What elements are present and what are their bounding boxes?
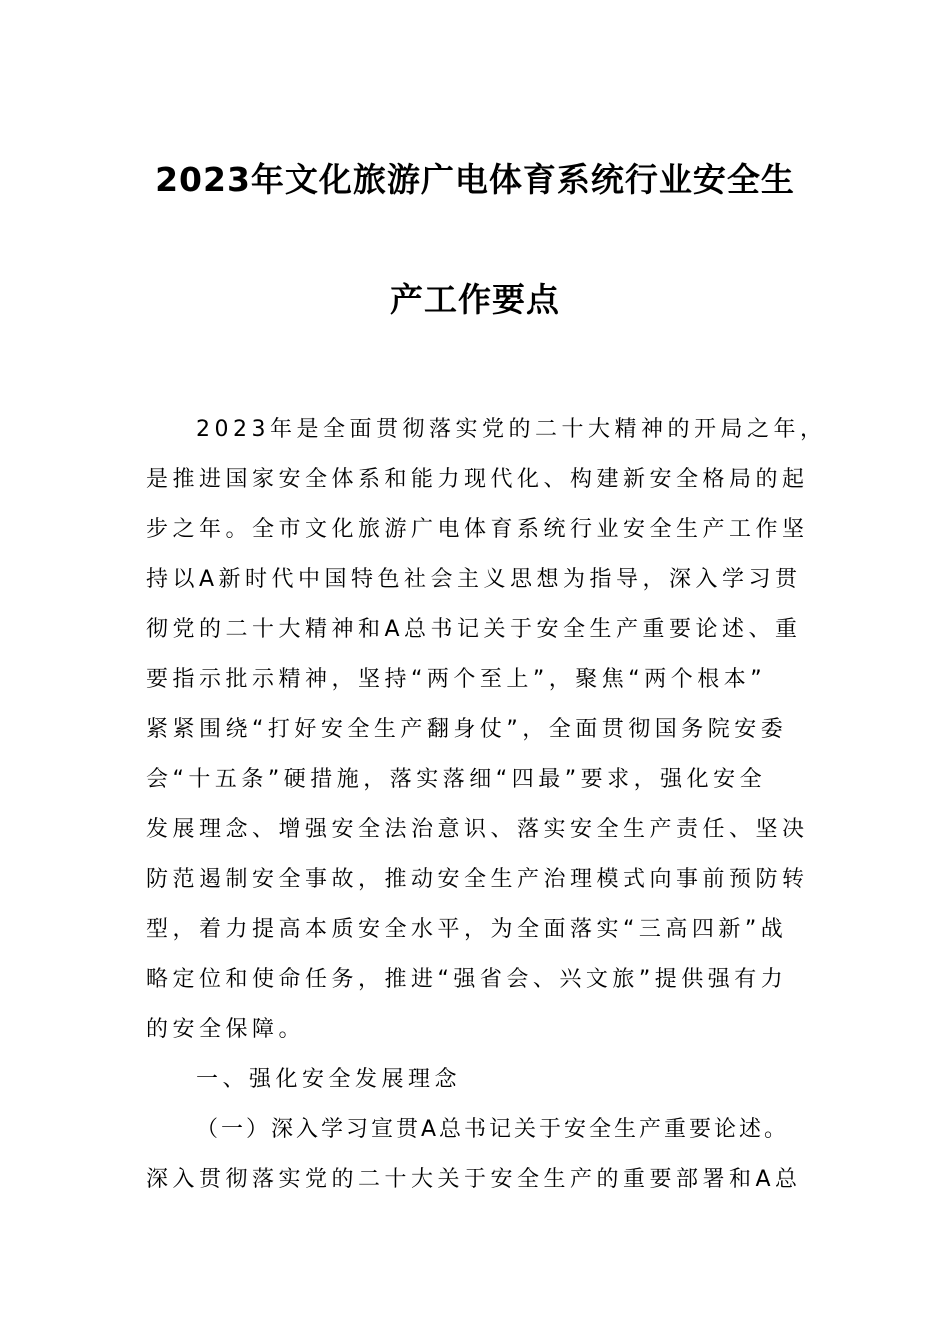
document-title-line-2: 产工作要点: [390, 280, 560, 319]
paragraph-line: 发展理念、增强安全法治意识、落实安全生产责任、坚决: [146, 817, 809, 842]
paragraph-line: 2023年是全面贯彻落实党的二十大精神的开局之年，: [196, 417, 827, 442]
paragraph-line: 是推进国家安全体系和能力现代化、构建新安全格局的起: [146, 467, 809, 492]
paragraph-line: 要指示批示精神，坚持“两个至上”，聚焦“两个根本”: [146, 667, 767, 692]
paragraph-line: 防范遏制安全事故，推动安全生产治理模式向事前预防转: [146, 867, 809, 892]
document-title-line-1: 2023年文化旅游广电体育系统行业安全生: [155, 160, 795, 199]
paragraph-line: 紧紧围绕“打好安全生产翻身仗”，全面贯彻国务院安委: [146, 717, 788, 742]
paragraph-line: 彻党的二十大精神和A总书记关于安全生产重要论述、重: [146, 617, 802, 642]
section-heading: [146, 1055, 836, 1105]
section-1-heading: 一、强化安全发展理念: [196, 1067, 462, 1092]
subsection-paragraph: [146, 1105, 836, 1205]
paragraph-line: 步之年。全市文化旅游广电体育系统行业安全生产工作坚: [146, 517, 809, 542]
paragraph-line: 略定位和使命任务，推进“强省会、兴文旅”提供强有力: [146, 967, 788, 992]
paragraph-line: 会“十五条”硬措施，落实落细“四最”要求，强化安全: [146, 767, 767, 792]
paragraph-line: 深入贯彻落实党的二十大关于安全生产的重要部署和A总: [146, 1167, 802, 1192]
paragraph-line: 持以A新时代中国特色社会主义思想为指导，深入学习贯: [146, 567, 802, 592]
subsection-1-heading-line: （一）深入学习宣贯A总书记关于安全生产重要论述。: [196, 1117, 790, 1142]
paragraph-line: 的安全保障。: [146, 1017, 306, 1042]
intro-paragraph: [146, 405, 836, 1055]
paragraph-line: 型，着力提高本质安全水平，为全面落实“三高四新”战: [146, 917, 788, 942]
